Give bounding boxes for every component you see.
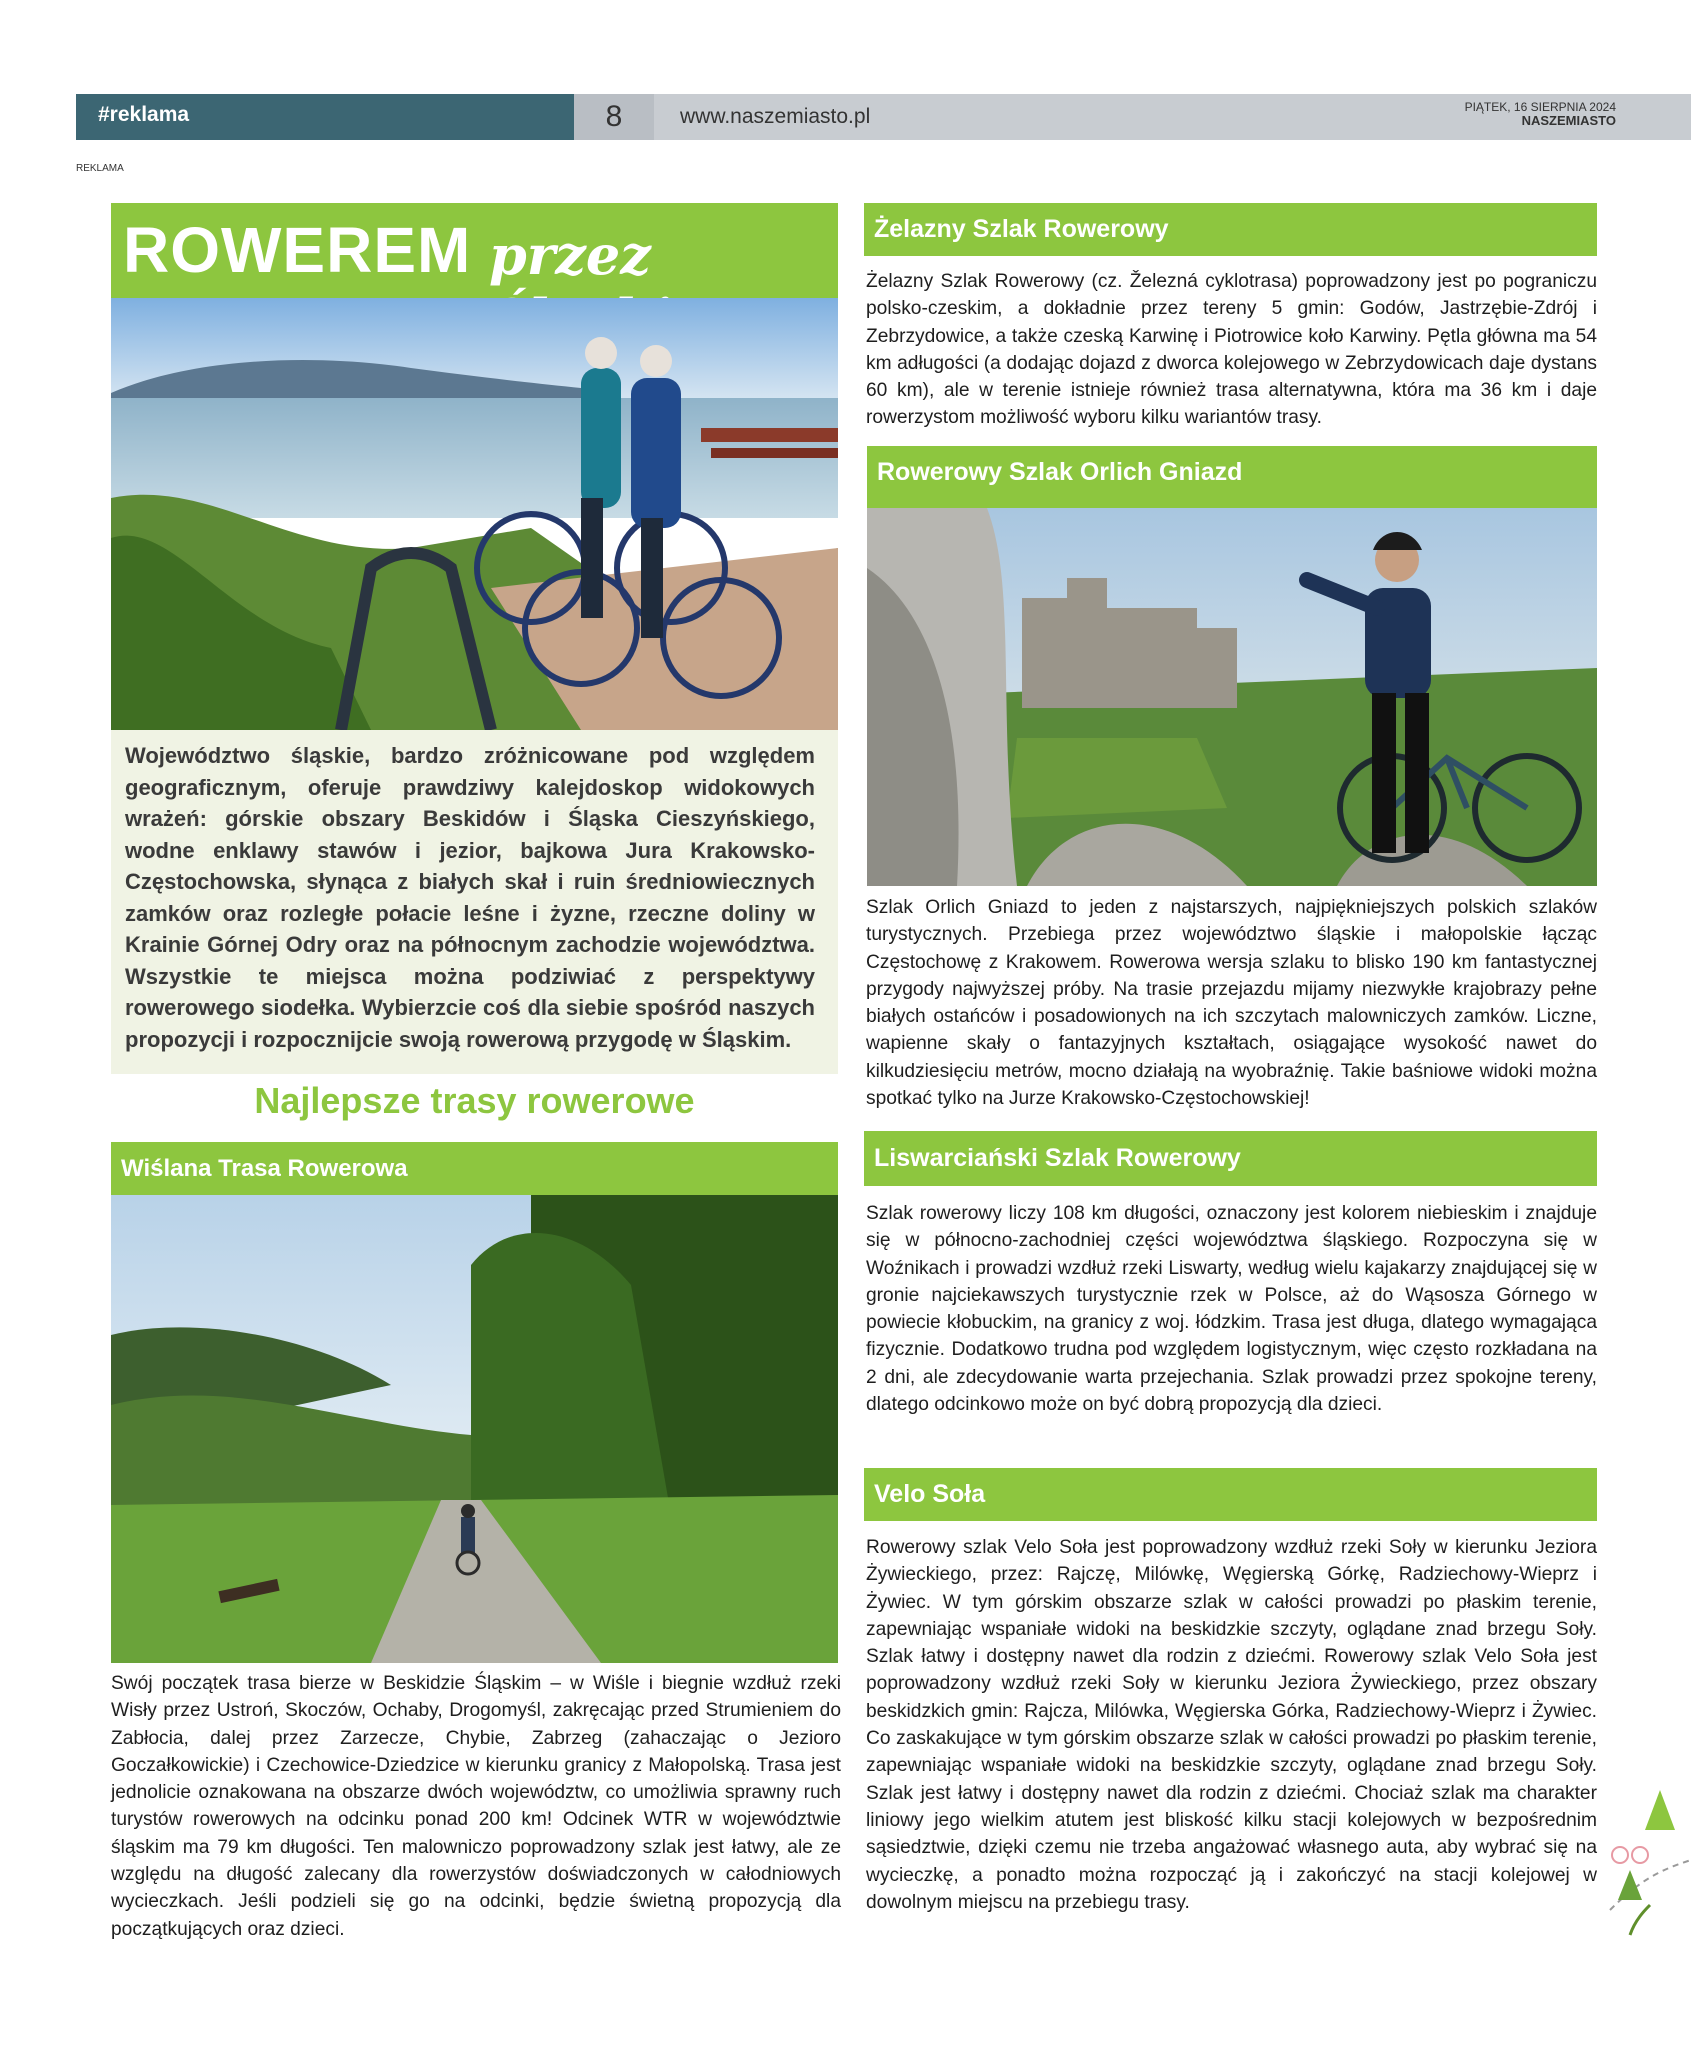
section-text-velo: Rowerowy szlak Velo Soła jest poprowadzony wzdłuż rzeki Soły w kierunku Jeziora Żywieckiego, przez: Rajczę, Milówkę, Węgierską Górkę, Radziechowy-Wieprz i Żywiec. W tym górskim obszarze szlak w całości prowadzi po płaskim terenie, zapewniając wspaniałe widoki na beskidzkie szczyty, oglądane znad brzegu Soły. Szlak łatwy i dostępny nawet dla rodzin z dziećmi. Rowerowy szlak Velo Soła jest poprowadzony wzdłuż rzeki Soły w kierunku Jeziora Żywieckiego, przez obszary beskidzkich gmin: Rajcza, Milówka, Węgierska Górka, Radziechowy-Wieprz i Żywiec. Co zaskakujące w tym górskim obszarze szlak w całości prowadzi po płaskim terenie, zapewniając wspaniałe widoki na beskidzkie szczyty, oglądane znad brzegu Soły. Szlak jest łatwy i dostępny nawet dla rodzin z dziećmi. Chociaż szlak ma charakter liniowy jego wielkim atutem jest bliskość kilku stacji kolejowych w bezpośrednim sąsiedztwie, dzięki czemu nie trzeba angażować własnego auta, aby wybrać się na wycieczkę, a ponadto można rozpocząć ją i zakończyć na stacji kolejowej w dowolnym miejscu na przebiegu trasy. <box>866 1537 1597 1913</box>
photo-wislana-path <box>111 1195 838 1663</box>
section-title-wislana: Wiślana Trasa Rowerowa <box>111 1142 838 1195</box>
section-text-zelazny: Żelazny Szlak Rowerowy (cz. Železná cyklotrasa) poprowadzony jest po pograniczu polsko-czeskim, a dokładnie przez tereny 5 gmin: Godów, Jastrzębie-Zdrój i Zebrzydowice, a także czeską Karwinę i Piotrowice koło Karwiny. Pętla główna ma 54 km adługości (a dodając dojazd z dworca kolejowego w Zebrzydowicach daje dystans 60 km), ale w terenie istnieje również trasa alternatywna, która ma 36 km i daje rowerzystom możliwość wyboru kilku wariantów trasy. <box>866 271 1597 429</box>
section-title-liswarcianski: Liswarciański Szlak Rowerowy <box>864 1131 1597 1186</box>
title-main: ROWEREM <box>123 214 472 286</box>
section-title-orlich: Rowerowy Szlak Orlich Gniazd <box>867 446 1597 508</box>
section-text-wislana: Swój początek trasa bierze w Beskidzie Śląskim – w Wiśle i biegnie wzdłuż rzeki Wisły przez Ustroń, Skoczów, Ochaby, Drogomyśl, zakręcając przed Strumieniem do Zabłocia, dalej przez Zarzecze, Chybie, Zabrzeg (zahaczając o Jezioro Goczałkowickie) i Czechowice-Dziedzice w kierunku granicy z Małopolską. Trasa jest jednolicie oznakowana na obszarze dwóch województw, co umożliwia sprawny ruch turystów rowerowych na odcinku ponad 200 km! Odcinek WTR w województwie śląskim ma 79 km długości. Ten malowniczo poprowadzony szlak jest łatwy, ale ze względu na długość zalecany dla rowerzystów doświadczonych w całodniowych wycieczkach. Jeśli podzieli się go na odcinki, będzie świetną propozycją dla początkujących oraz dzieci. <box>111 1673 841 1940</box>
section-title-zelazny: Żelazny Szlak Rowerowy <box>864 203 1597 256</box>
section-text-liswarcianski: Szlak rowerowy liczy 108 km długości, oznaczony jest kolorem niebieskim i znajduje się w północno-zachodniej części województwa śląskiego. Rozpoczyna się w Woźnikach i prowadzi wzdłuż rzeki Liswarty, według wielu kajakarzy znajdującej się w gronie najciekawszych turystycznie rzek w Polsce, aż do Wąsosza Górnego w powiecie kłobuckim, na granicy z woj. łódzkim. Trasa jest długa, dlatego wymagająca fizycznie. Dodatkowo trudna pod względem logistycznym, więc często rozkładana na 2 dni, ale zdecydowanie warta przejechania. Szlak prowadzi przez spokojne tereny, dlatego odcinkowo może on być dobrą propozycją dla dzieci. <box>866 1203 1597 1416</box>
header-brand: NASZEMIASTO <box>1521 113 1616 128</box>
header-url[interactable]: www.naszemiasto.pl <box>680 105 871 128</box>
header-url-bar <box>654 94 1691 140</box>
header-date-block <box>1465 100 1616 128</box>
photo-castle-cyclist <box>867 508 1597 886</box>
header-tag <box>76 94 574 140</box>
intro-box <box>111 730 838 1074</box>
best-routes-heading: Najlepsze trasy rowerowe <box>254 1080 695 1121</box>
header-tag-label: #reklama <box>98 103 190 126</box>
section-text-orlich: Szlak Orlich Gniazd to jeden z najstarszych, najpiękniejszych polskich szlaków turystycznych. Przebiega przez województwo śląskie i małopolskie łącząc Częstochowę z Krakowem. Rowerowa wersja szlaku to blisko 190 km fantastycznej przygody najwyższej próby. Na trasie przejazdu mijamy niezwykłe krajobrazy pełne białych ostańców i posadowionych na ich szczytach malowniczych zamków. Liczne, wapienne skały o fantazyjnych kształtach, osiągające wysokość nawet do kilkudziesięciu metrów, mocno działają na wyobraźnię. Takie baśniowe widoki można spotkać tylko na Jurze Krakowsko-Częstochowskiej! <box>866 897 1597 1110</box>
intro-text: Województwo śląskie, bardzo zróżnicowane pod względem geograficznym, oferuje prawdziwy kalejdoskop widokowych wrażeń: górskie obszary Beskidów i Śląska Cieszyńskiego, wodne enklawy stawów i jezior, bajkowa Jura Krakowsko-Częstochowska, słynąca z białych skał i ruin średniowiecznych zamków oraz rozległe połacie leśne i żyzne, rzeczne doliny w Krainie Górnej Odry oraz na północnym zachodzie województwa. Wszystkie te miejsca można podziwiać z perspektywy rowerowego siodełka. Wybierzcie coś dla siebie spośród naszych propozycji i rozpocznijcie swoją rowerową przygodę w Śląskim. <box>125 743 815 1052</box>
reklama-label: REKLAMA <box>76 163 124 174</box>
header-date: PIĄTEK, 16 SIERPNIA 2024 <box>1464 100 1616 114</box>
page-number: 8 <box>574 94 654 140</box>
photo-cyclists-lake <box>111 298 838 730</box>
article-title <box>111 203 838 298</box>
decorative-trees-illustration <box>1600 1760 1691 1940</box>
title-script: przez <box>489 223 651 287</box>
section-title-velo: Velo Soła <box>864 1468 1597 1521</box>
